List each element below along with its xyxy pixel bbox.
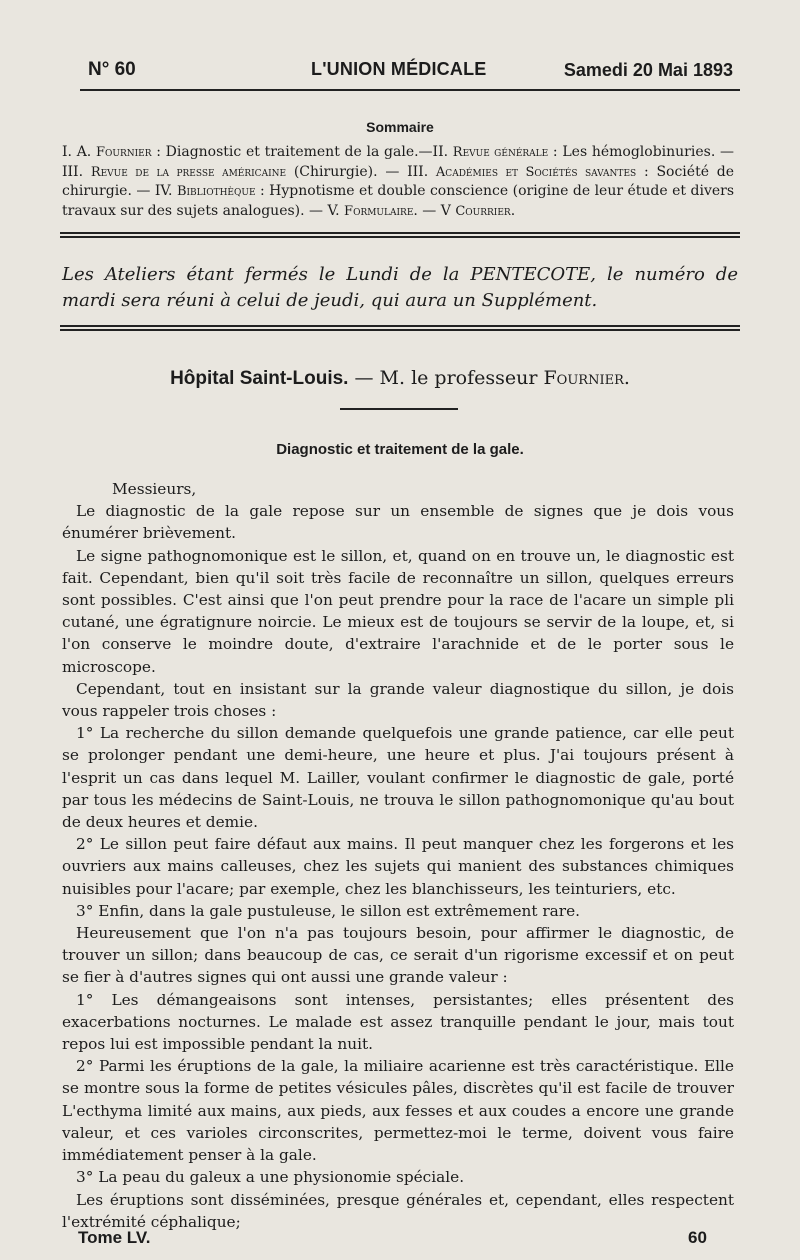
- paragraph: 3° La peau du galeux a une physionomie spéciale.: [76, 1168, 465, 1187]
- article-body: [62, 478, 734, 1233]
- sommaire-rule: [60, 232, 740, 238]
- paragraph: 3° Enfin, dans la gale pustuleuse, le sillon est extrêmement rare.: [76, 901, 581, 920]
- paragraph: Cependant, tout en insistant sur la grande valeur diagnostique du sillon, je dois vous rappeler trois choses :: [62, 679, 734, 721]
- article-title: Diagnostic et traitement de la gale.: [276, 441, 524, 458]
- paragraph: Les éruptions sont disséminées, presque générales et, cependant, elles respectent l'extrémité céphalique;: [62, 1190, 734, 1231]
- paragraph: 1° Les démangeaisons sont intenses, persistantes; elles présentent des exacerbations nocturnes. Le malade est assez tranquille pendant le jour, mais tout repos lui est impossible pendant la nuit.: [62, 990, 734, 1054]
- sommaire-title: Sommaire: [366, 119, 434, 135]
- notice-text: Les Ateliers étant fermés le Lundi de la PENTECOTE, le numéro de mardi sera réuni à celui de jeudi, qui aura un Supplément.: [62, 264, 738, 311]
- page-header: [88, 55, 733, 89]
- journal-title: L'UNION MÉDICALE: [311, 59, 487, 79]
- issue-number: N° 60: [88, 59, 136, 80]
- heading-rule: [340, 408, 458, 410]
- paragraph: 2° Parmi les éruptions de la gale, la miliaire acarienne est très caractéristique. Elle se montre sous la forme de petites vésicules pâles, discrètes qu'il est facile de trouver L'ecthyma limité aux mains, aux pieds, aux fesses et aux coudes a encore une grande valeur, et ces varioles circonscrites, permettez-moi le terme, doivent vous faire immédiatement penser à la gale.: [62, 1057, 734, 1165]
- issue-date: Samedi 20 Mai 1893: [563, 60, 733, 80]
- paragraph: 1° La recherche du sillon demande quelquefois une grande patience, car elle peut se prolonger pendant une demi-heure, une heure et plus. J'ai toujours présent à l'esprit un cas dans lequel M. Lailler, voulant confirmer le diagnostic de gale, porté par tous les médecins de Saint-Louis, ne trouva le sillon pathognomonique qu'au bout de deux heures et demie.: [62, 724, 734, 832]
- paragraph: Heureusement que l'on n'a pas toujours besoin, pour affirmer le diagnostic, de trouver un sillon; dans beaucoup de cas, ce serait d'un rigorisme excessif et on peut se fier à d'autres signes qui ont aussi une grande valeur :: [62, 924, 734, 987]
- paragraph: Le signe pathognomonique est le sillon, et, quand on en trouve un, le diagnostic est fait. Cependant, bien qu'il soit très facile de reconnaître un sillon, quelques erreurs sont possibles. C'est ainsi que l'on peut prendre pour la race de l'acare un simple pli cutané, une égratignure noircie. Le mieux est de toujours se servir de la loupe, et, si l'on conserve le moindre doute, d'extraire l'arachnide et de le porter sous le microscope.: [62, 546, 734, 676]
- paragraph: Le diagnostic de la gale repose sur un ensemble de signes que je dois vous énumérer brièvement.: [62, 502, 734, 543]
- hospital-heading: Hôpital Saint-Louis. — M. le professeur Fournier.: [170, 367, 630, 389]
- sommaire-text: I. A. Fournier : Diagnostic et traitement de la gale.—II. Revue générale : Les hémoglobinuries. — III. Revue de la presse américaine (Chirurgie). — III. Académies et Sociétés savantes : Société de chirurgie. — IV. Bibliothèque : Hypnotisme et double conscience (origine de leur étude et divers travaux sur des sujets analogues). — V. Formulaire. — V Courrier.: [62, 144, 735, 219]
- paragraph: 2° Le sillon peut faire défaut aux mains. Il peut manquer chez les forgerons et les ouvriers aux mains calleuses, chez les sujets qui manient des substances chimiques nuisibles pour l'acare; par exemple, chez les blanchisseurs, les teinturiers, etc.: [62, 835, 734, 898]
- header-rule: [80, 89, 740, 91]
- salutation: Messieurs,: [112, 480, 197, 498]
- page-number: 60: [688, 1228, 707, 1247]
- volume-label: Tome LV.: [78, 1228, 151, 1247]
- notice-rule: [60, 325, 740, 331]
